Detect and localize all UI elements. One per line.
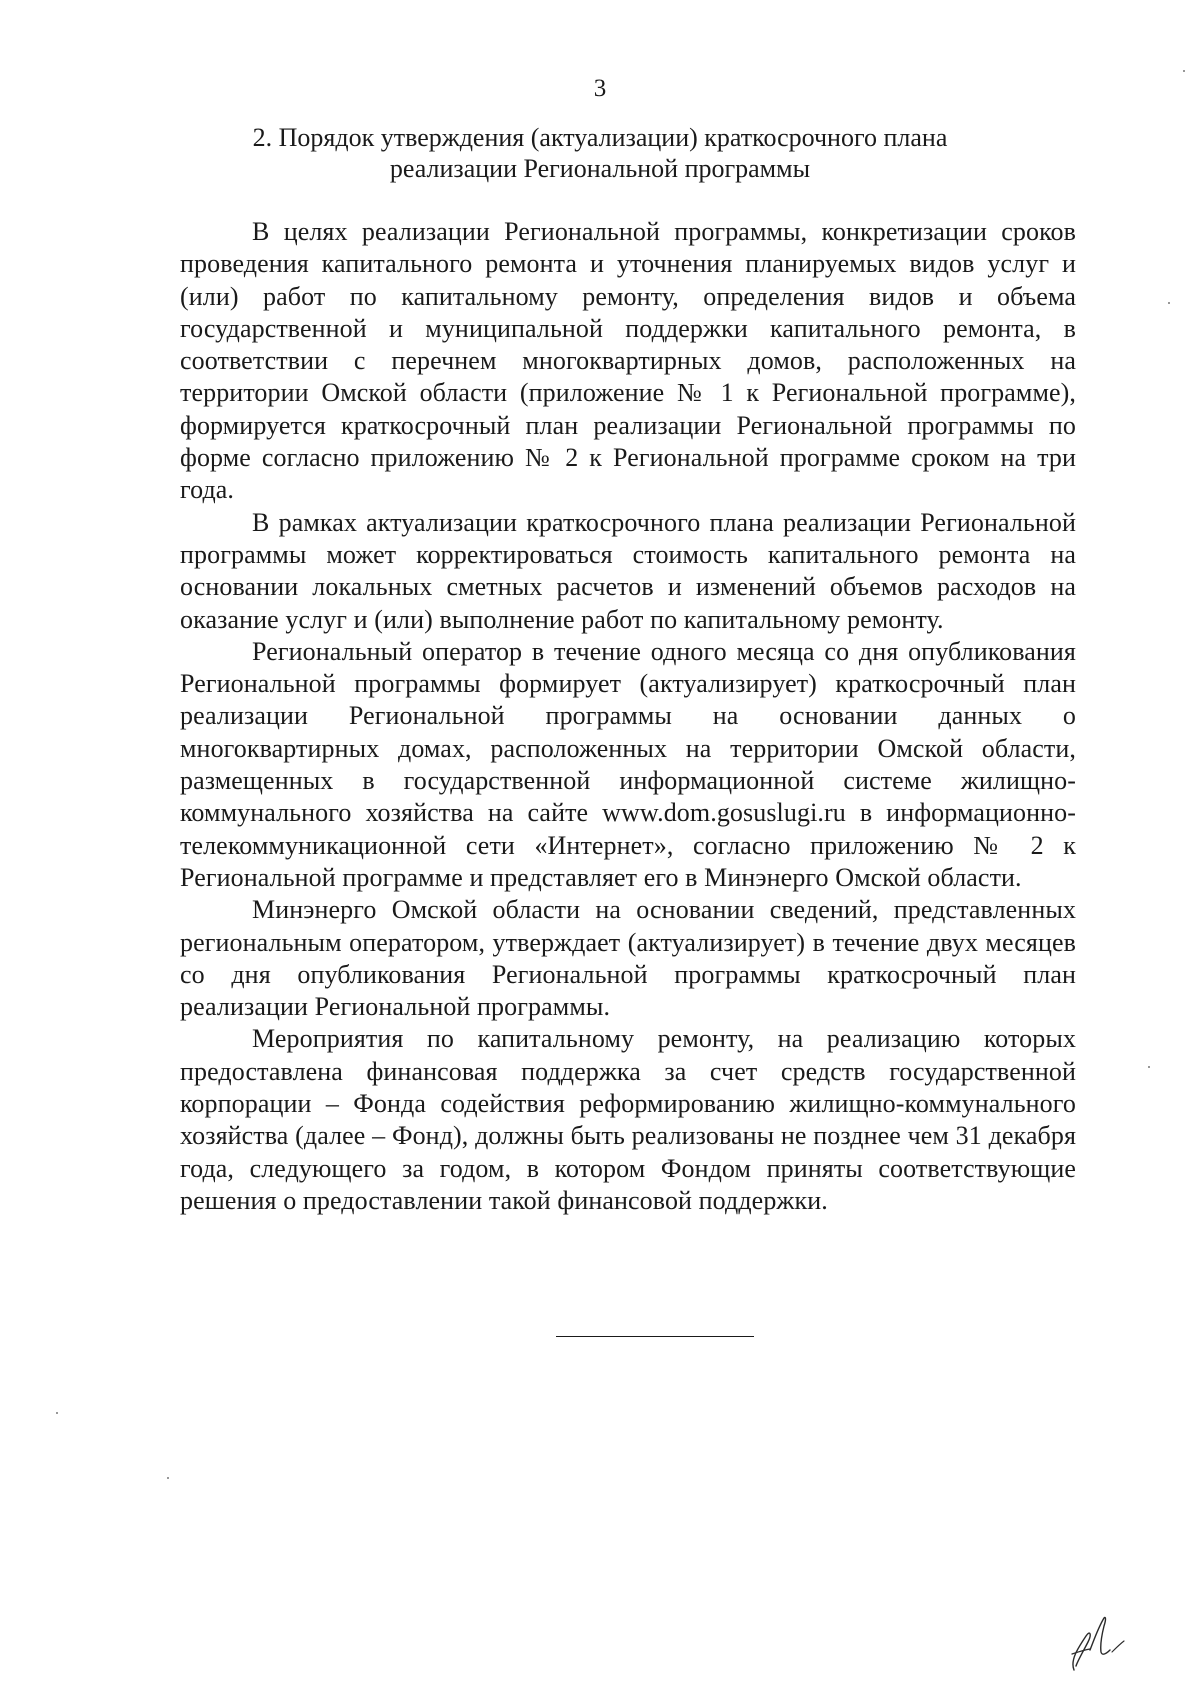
paragraph-ministry-approval: Минэнерго Омской области на основании сведений, представленных региональным оператором, утверждает (актуализирует) в течение двух месяцев со дня опубликования Региональной программы краткосрочный план реализации Региональной программы. xyxy=(180,895,1076,1022)
end-of-text-rule xyxy=(556,1336,754,1337)
paragraph-cost-adjustment: В рамках актуализации краткосрочного плана реализации Региональной программы может корректироваться стоимость капитального ремонта на основании локальных сметных расчетов и изменений объемов расходов на оказание услуг и (или) выполнение работ по капитальному ремонту. xyxy=(180,507,1076,634)
page-number: 3 xyxy=(593,75,607,102)
scan-speck xyxy=(1168,302,1170,304)
scan-speck xyxy=(56,1412,58,1414)
section-heading xyxy=(180,122,1020,184)
paragraph-short-term-plan-formation: В целях реализации Региональной программы, конкретизации сроков проведения капитального ремонта и уточнения планируемых видов услуг и (или) работ по капитальному ремонту, определения видов и объема государственной и муниципальной поддержки капитального ремонта, в соответствии с перечнем многоквартирных домов, расположенных на территории Омской области (приложение № 1 к Региональной программе), формируется краткосрочный план реализации Региональной программы по форме согласно приложению № 2 к Региональной программе сроком на три года. xyxy=(180,217,1076,505)
body-text xyxy=(180,216,1076,1217)
section-heading-line-2: реализации Региональной программы xyxy=(389,154,811,183)
handwritten-signature xyxy=(1060,1610,1140,1676)
paragraph-regional-operator: Региональный оператор в течение одного месяца со дня опубликования Региональной программы формирует (актуализирует) краткосрочный план реализации Региональной программы на основании данных о многоквартирных домах, расположенных на территории Омской области, размещенных в государственной информационной системе жилищно-коммунального хозяйства на сайте www.dom.gosuslugi.ru в информационно-телекоммуникационной сети «Интернет», согласно приложению № 2 к Региональной программе и представляет его в Минэнерго Омской области. xyxy=(180,636,1076,892)
scan-speck xyxy=(1148,1066,1150,1068)
scan-speck xyxy=(1183,70,1185,72)
section-heading-line-1: 2. Порядок утверждения (актуализации) краткосрочного плана xyxy=(252,123,948,152)
paragraph-fund-deadline: Мероприятия по капитальному ремонту, на реализацию которых предоставлена финансовая поддержка за счет средств государственной корпорации – Фонда содействия реформированию жилищно-коммунального хозяйства (далее – Фонд), должны быть реализованы не позднее чем 31 декабря года, следующего за годом, в котором Фондом приняты соответствующие решения о предоставлении такой финансовой поддержки. xyxy=(180,1024,1076,1215)
scan-speck xyxy=(167,1477,169,1479)
